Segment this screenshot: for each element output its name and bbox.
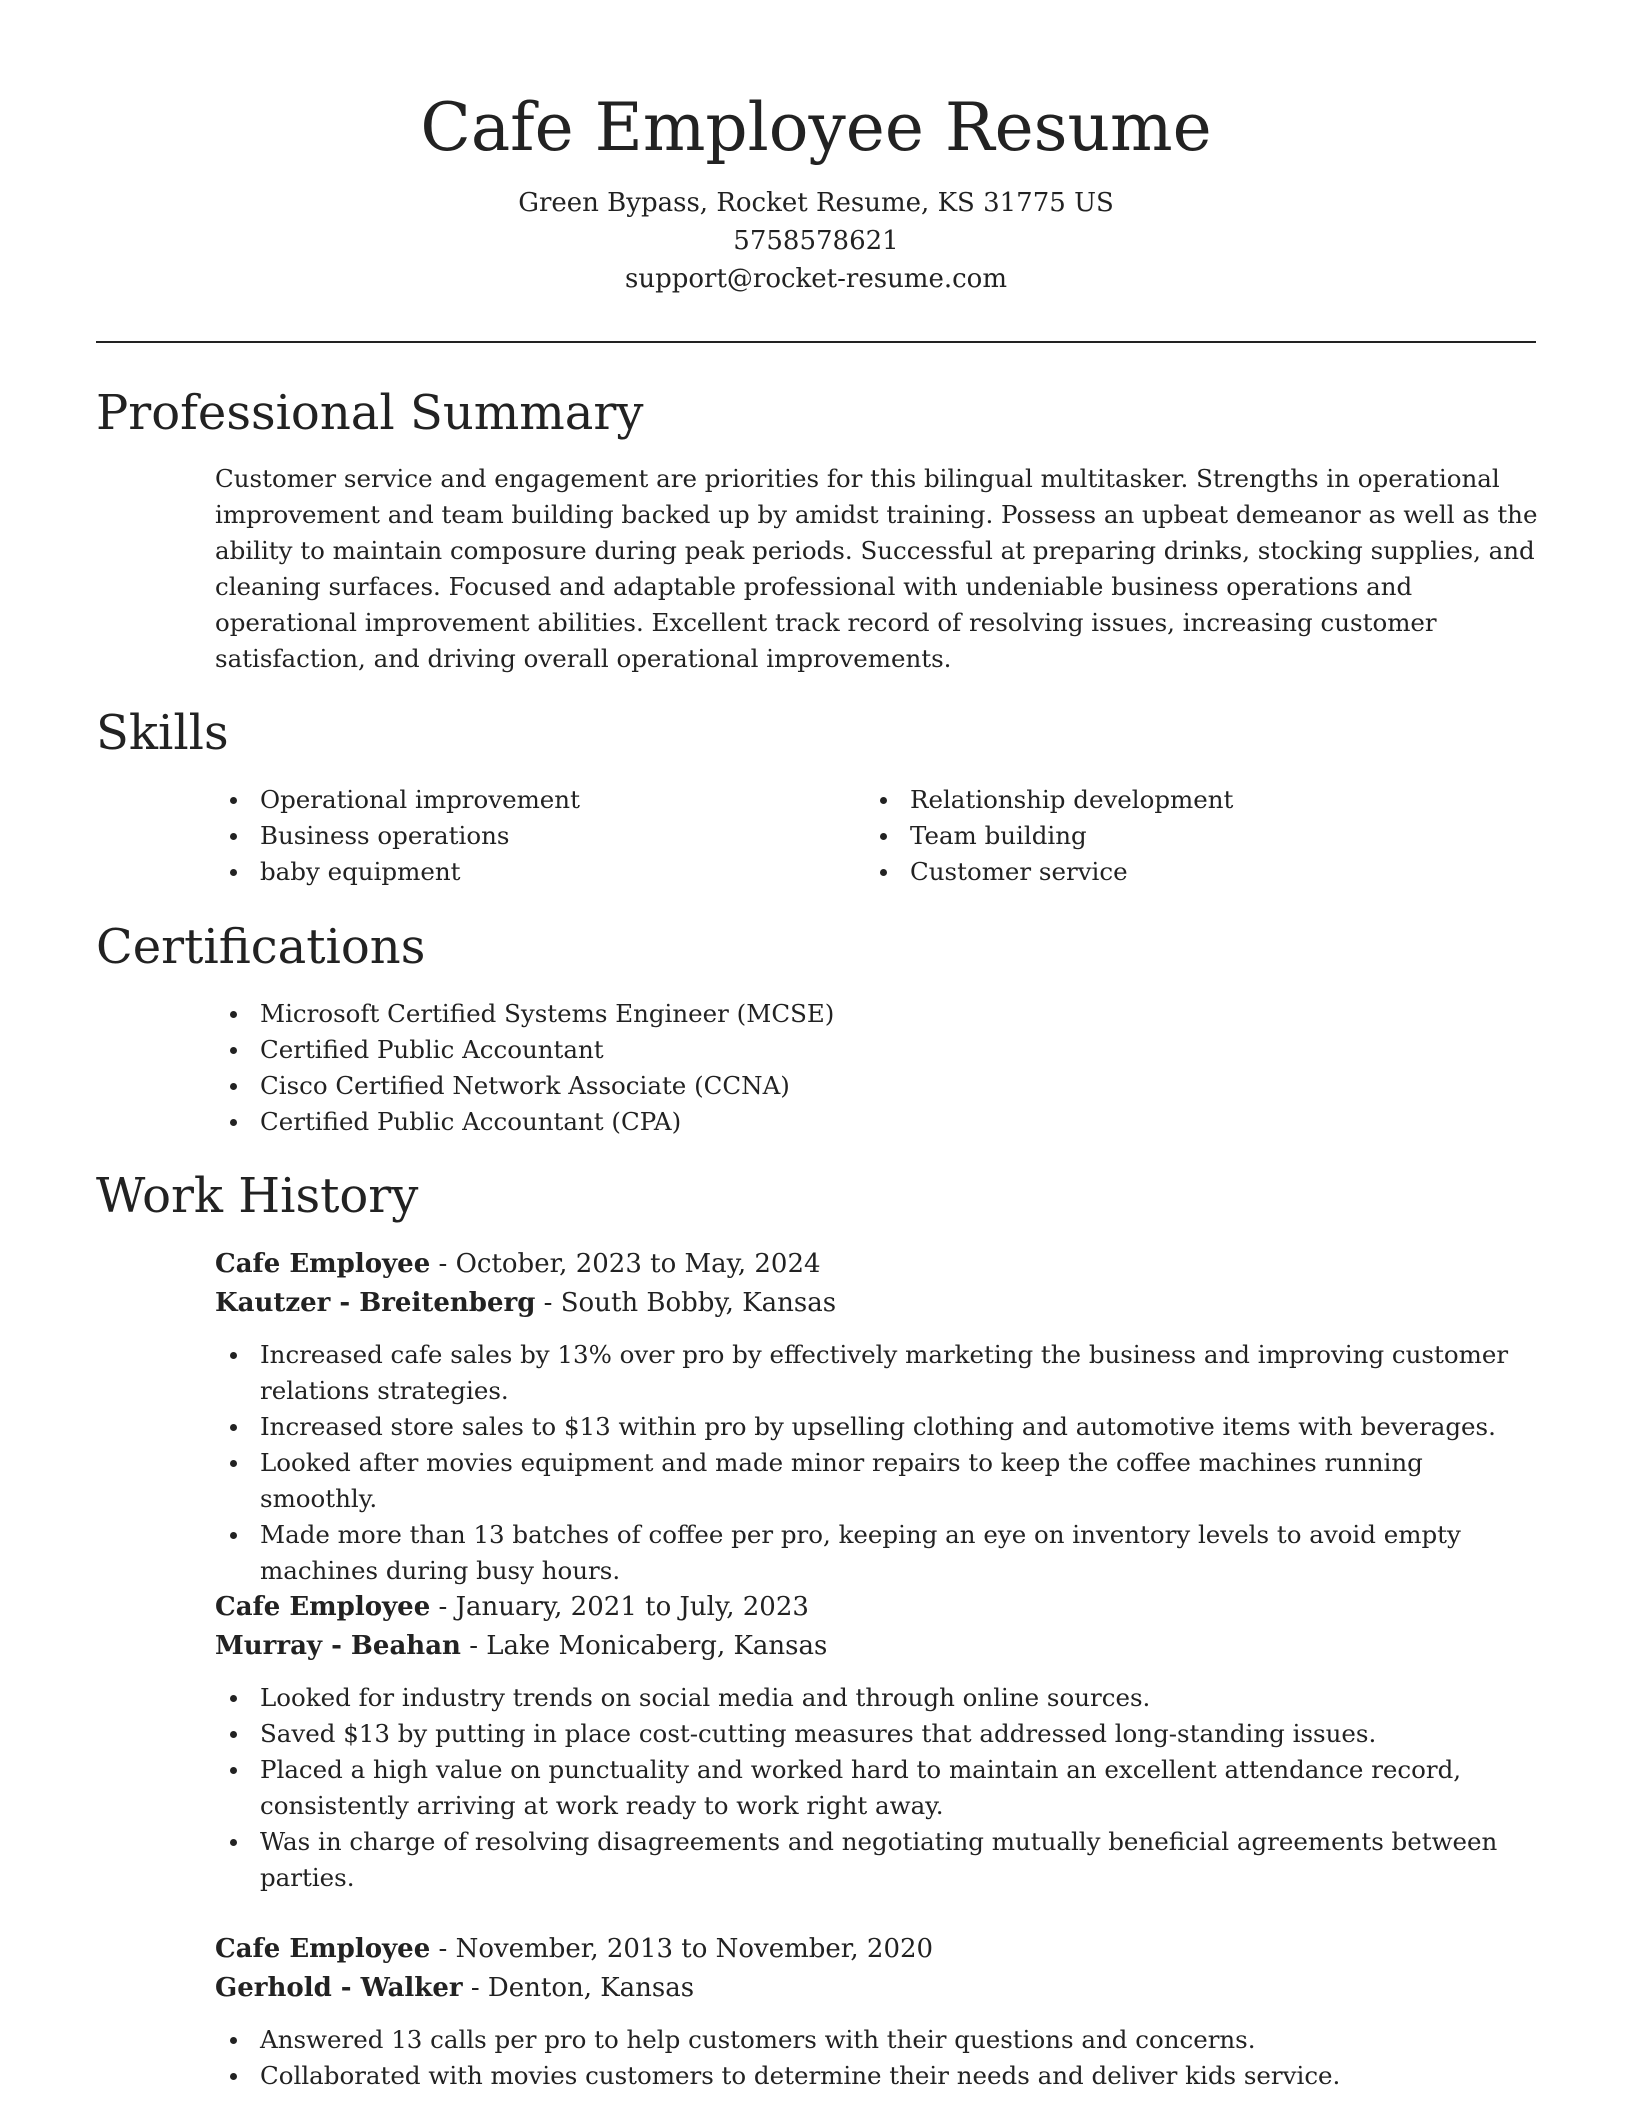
certifications-block: [215, 996, 1515, 1140]
job-title: Cafe Employee: [215, 1249, 431, 1279]
skills-column-left: [215, 782, 815, 890]
skill-item: Customer service: [865, 854, 1465, 890]
address: Green Bypass, Rocket Resume, KS 31775 US: [518, 188, 1114, 218]
certification-item: Certified Public Accountant (CPA): [215, 1104, 1515, 1140]
job-company-line: Gerhold - Walker - Denton, Kansas: [215, 1973, 695, 2003]
skill-item: Relationship development: [865, 782, 1465, 818]
job-entry: [215, 1930, 1545, 2094]
job-company: Gerhold - Walker: [215, 1973, 463, 2003]
job-location: Lake Monicaberg, Kansas: [486, 1631, 828, 1661]
job-company-line: Kautzer - Breitenberg - South Bobby, Kansas: [215, 1288, 837, 1318]
summary-text: Customer service and engagement are priorities for this bilingual multitasker. Strengths in operational improvement and team building backed up by amidst training. Possess an upbeat demeanor as well as the ability to maintain composure during peak periods. Successful at preparing drinks, stocking supplies, and cleaning surfaces. Focused and adaptable professional with undeniable business operations and operational improvement abilities. Excellent track record of resolving issues, increasing customer satisfaction, and driving overall operational improvements.: [215, 464, 1538, 673]
job-dates: November, 2013 to November, 2020: [455, 1934, 934, 1964]
job-duties: [215, 1337, 1545, 1589]
job-company: Kautzer - Breitenberg: [215, 1288, 536, 1318]
job-title: Cafe Employee: [215, 1592, 431, 1622]
certification-item: Microsoft Certified Systems Engineer (MCSE): [215, 996, 1515, 1032]
job-duty: Looked for industry trends on social media and through online sources.: [215, 1680, 1545, 1716]
work-history-heading: Work History: [96, 1168, 419, 1224]
job-entry: [215, 1588, 1545, 1896]
job-location: South Bobby, Kansas: [560, 1288, 837, 1318]
job-duties: [215, 2022, 1545, 2094]
resume-header: [0, 82, 1632, 298]
skills-heading: Skills: [96, 705, 229, 761]
email: support@rocket-resume.com: [624, 264, 1007, 294]
skill-item: Business operations: [215, 818, 815, 854]
skills-list-right: [865, 782, 1465, 890]
job-title-line: Cafe Employee - November, 2013 to November, 2020: [215, 1934, 934, 1964]
phone: 5758578621: [733, 226, 899, 256]
job-location: Denton, Kansas: [487, 1973, 695, 2003]
summary-heading: Professional Summary: [96, 385, 644, 441]
skill-item: baby equipment: [215, 854, 815, 890]
job-dates: January, 2021 to July, 2023: [455, 1592, 809, 1622]
certifications-list: [215, 996, 1515, 1140]
job-duty: Made more than 13 batches of coffee per pro, keeping an eye on inventory levels to avoid empty machines during busy hours.: [215, 1517, 1545, 1589]
job-dates: October, 2023 to May, 2024: [455, 1249, 821, 1279]
header-divider: [96, 341, 1536, 343]
job-title-line: Cafe Employee - January, 2021 to July, 2023: [215, 1592, 809, 1622]
job-duty: Looked after movies equipment and made minor repairs to keep the coffee machines running smoothly.: [215, 1445, 1545, 1517]
job-title-line: Cafe Employee - October, 2023 to May, 2024: [215, 1249, 821, 1279]
skills-column-right: [865, 782, 1465, 890]
certification-item: Cisco Certified Network Associate (CCNA): [215, 1068, 1515, 1104]
job-title: Cafe Employee: [215, 1934, 431, 1964]
skills-list-left: [215, 782, 815, 890]
job-duty: Increased store sales to $13 within pro by upselling clothing and automotive items with beverages.: [215, 1409, 1545, 1445]
job-company: Murray - Beahan: [215, 1631, 461, 1661]
certification-item: Certified Public Accountant: [215, 1032, 1515, 1068]
job-duty: Placed a high value on punctuality and worked hard to maintain an excellent attendance record, consistently arriving at work ready to work right away.: [215, 1752, 1545, 1824]
job-entry: [215, 1245, 1545, 1589]
job-duty: Answered 13 calls per pro to help customers with their questions and concerns.: [215, 2022, 1545, 2058]
job-duty: Was in charge of resolving disagreements and negotiating mutually beneficial agreements between parties.: [215, 1824, 1545, 1896]
skill-item: Operational improvement: [215, 782, 815, 818]
certifications-heading: Certifications: [96, 919, 426, 975]
skill-item: Team building: [865, 818, 1465, 854]
job-duty: Increased cafe sales by 13% over pro by effectively marketing the business and improving customer relations strategies.: [215, 1337, 1545, 1409]
job-duty: Collaborated with movies customers to determine their needs and deliver kids service.: [215, 2058, 1545, 2094]
resume-name: Cafe Employee Resume: [420, 89, 1212, 166]
job-duties: [215, 1680, 1545, 1896]
job-company-line: Murray - Beahan - Lake Monicaberg, Kansas: [215, 1631, 828, 1661]
job-duty: Saved $13 by putting in place cost-cutting measures that addressed long-standing issues.: [215, 1716, 1545, 1752]
